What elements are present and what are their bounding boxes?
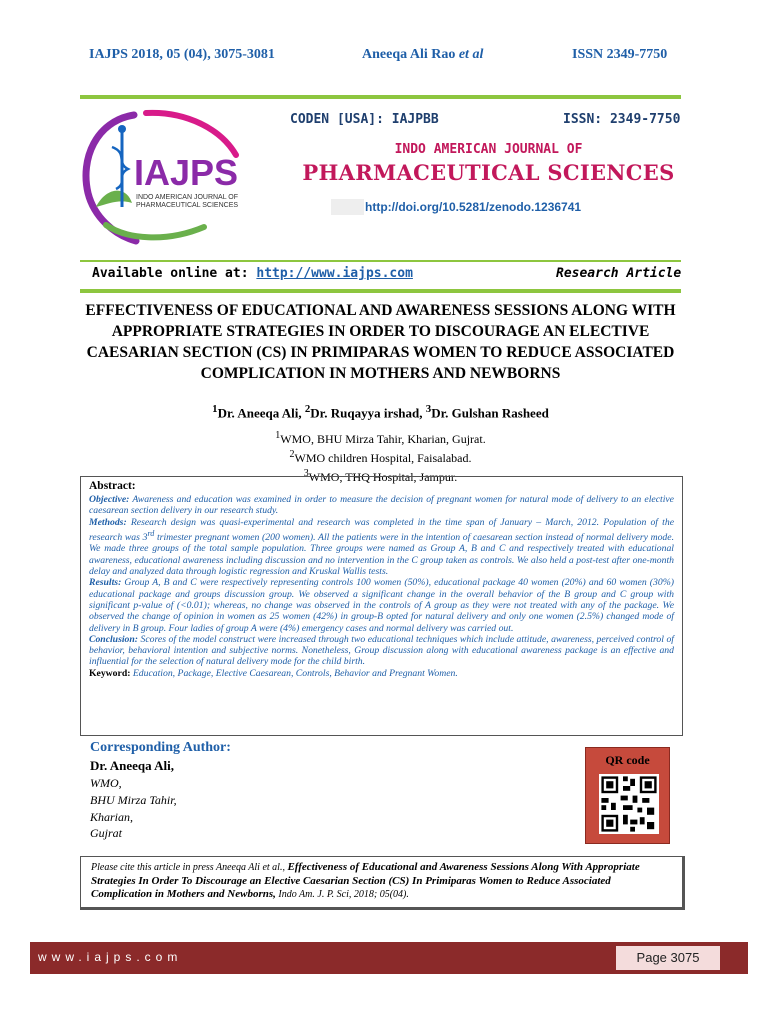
affiliation-line [80, 447, 681, 466]
footer-url[interactable]: www.iajps.com [38, 950, 183, 964]
methods-text: Research design was quasi-experimental and research was completed in the time span of January – March, 2012. Population of the research was 3 [89, 516, 674, 544]
citation-box [80, 856, 685, 910]
journal-logo [76, 107, 248, 245]
qr-panel [585, 747, 670, 844]
journal-url-link[interactable]: http://www.iajps.com [256, 266, 413, 281]
abstract-methods [89, 517, 674, 578]
coden-label: CODEN [USA]: IAJPBB [290, 112, 439, 127]
citation-title: Effectiveness of Educational and Awareness Sessions Along With Appropriate Strategies In Order To Discourage an Elective Caesarian Section (CS) In Primiparas Women to Reduce Associated Complication in Mothers and Newborns, [91, 861, 640, 900]
author-name: Dr. Aneeqa Ali, [217, 405, 305, 421]
corresponding-line: BHU Mirza Tahir, [90, 793, 177, 807]
qr-code-icon[interactable] [599, 774, 659, 834]
affiliation-sup: 1 [275, 430, 281, 441]
abstract-results [89, 577, 674, 633]
affiliation-sup: 2 [289, 449, 295, 460]
abstract-keywords [89, 668, 674, 680]
header-author-etal: et al [458, 47, 484, 62]
citation-prefix: Please cite this article in press Aneeqa Ali et al., [91, 862, 288, 873]
article-title: EFFECTIVENESS OF EDUCATIONAL AND AWARENESS SESSIONS ALONG WITH APPROPRIATE STRATEGIES IN ORDER TO DISCOURAGE AN ELECTIVE CAESARIAN SECTION (CS) IN PRIMIPARAS WOMEN TO REDUCE ASSOCIATED COMPLICATION IN MOTHERS AND NEWBORNS [85, 302, 676, 382]
corresponding-heading: Corresponding Author: [90, 740, 231, 755]
keyword-label: Keyword: [89, 667, 131, 679]
abstract-objective [89, 494, 674, 517]
header-author-name: Aneeqa Ali Rao [362, 47, 459, 62]
page-number-badge [616, 946, 720, 970]
header-issn: ISSN 2349-7750 [572, 47, 668, 62]
availability-line [92, 266, 413, 281]
doi-link[interactable]: http://doi.org/10.5281/zenodo.1236741 [365, 200, 582, 214]
journal-name-top: INDO AMERICAN JOURNAL OF [394, 142, 583, 157]
masthead-issn: ISSN: 2349-7750 [563, 112, 681, 127]
abstract-conclusion [89, 634, 674, 668]
affiliation-line [80, 428, 681, 447]
results-label: Results: [89, 577, 122, 589]
conclusion-text: Scores of the model construct were increased through two educational techniques which include attitude, awareness, perceived control of behavior, behavioral intention and subjective norms. Nonetheless, Group discussion along with educational awareness package is an effective and influential for the selection of natural delivery mode for the child birth. [89, 633, 674, 668]
qr-label: QR code [605, 753, 650, 767]
author-list [80, 403, 681, 421]
objective-label: Objective: [89, 494, 130, 505]
page-number: Page 3075 [636, 950, 700, 965]
methods-sup: rd [147, 528, 155, 538]
logo-line2: PHARMACEUTICAL SCIENCES [136, 202, 239, 209]
keyword-text: Education, Package, Elective Caesarean, Controls, Behavior and Pregnant Women. [130, 667, 458, 679]
results-text: Group A, B and C were respectively representing controls 100 women (50%), educational package 40 women (20%) and 60 women (30%) educational package and groups discussion group. We observed a significant change in the overall behavior of the B group and C group with significant p-value of (<0.01); whereas, no change was observed in the controls of A group as they were not treated with any of the package. We observed the change of opinion in women as 25 women (42%) in group-B opted for natural delivery and only one women (2.5%) changed mode of delivery in B group. Four ladies of group A were (4%) emergency cases and normal delivery was carried out. [89, 577, 674, 634]
journal-name-main: PHARMACEUTICAL SCIENCES [302, 160, 675, 185]
author-name: Dr. Gulshan Rasheed [431, 405, 549, 421]
article-type: Research Article [556, 266, 682, 281]
logo-line1: INDO AMERICAN JOURNAL OF [136, 194, 239, 201]
conclusion-label: Conclusion: [89, 633, 138, 645]
header-author [362, 47, 483, 63]
author-sup: 3 [425, 403, 432, 415]
corresponding-line: Kharian, [90, 810, 134, 824]
affiliation-sup: 3 [303, 468, 309, 479]
affiliation-text: WMO, THQ Hospital, Jampur. [308, 470, 458, 484]
methods-text-cont: trimester pregnant women (200 women). All the patients were in the intention of caesarean section instead of normal delivery mode. We made three groups of the total sample population. Three groups were named as Group A, B and C and respectively treated with educational awareness, educational awareness including discussion and no intervention in the C group taken as controls. We also held a post-test after one-month delay and analyzed data through logistic regression and Kruskal Wallis tests. [89, 532, 674, 578]
abstract-heading: Abstract: [89, 480, 136, 492]
affiliation-text: WMO, BHU Mirza Tahir, Kharian, Gujrat. [280, 432, 486, 446]
methods-label: Methods: [89, 516, 127, 528]
citation-suffix: Indo Am. J. P. Sci, 2018; 05(04). [275, 889, 409, 900]
abstract-box [80, 476, 683, 736]
affiliation-text: WMO children Hospital, Faisalabad. [294, 451, 472, 465]
author-sup: 1 [212, 403, 218, 415]
mid-divider-bottom [80, 289, 681, 293]
author-sup: 2 [304, 403, 311, 415]
logo-initials: IAJPS [134, 152, 239, 193]
corresponding-line: WMO, [90, 776, 122, 790]
header-citation: IAJPS 2018, 05 (04), 3075-3081 [89, 47, 275, 62]
objective-text: Awareness and education was examined in order to measure the decision of pregnant women for natural mode of delivery to an elective caesarean section delivery in our research study. [89, 494, 674, 517]
availability-label: Available online at: [92, 266, 257, 281]
mid-divider-top [80, 260, 681, 262]
corresponding-line: Gujrat [90, 826, 123, 840]
doi-highlight [331, 199, 364, 215]
author-name: Dr. Ruqayya irshad, [310, 405, 426, 421]
corresponding-name: Dr. Aneeqa Ali, [90, 758, 175, 773]
top-divider [80, 95, 681, 99]
